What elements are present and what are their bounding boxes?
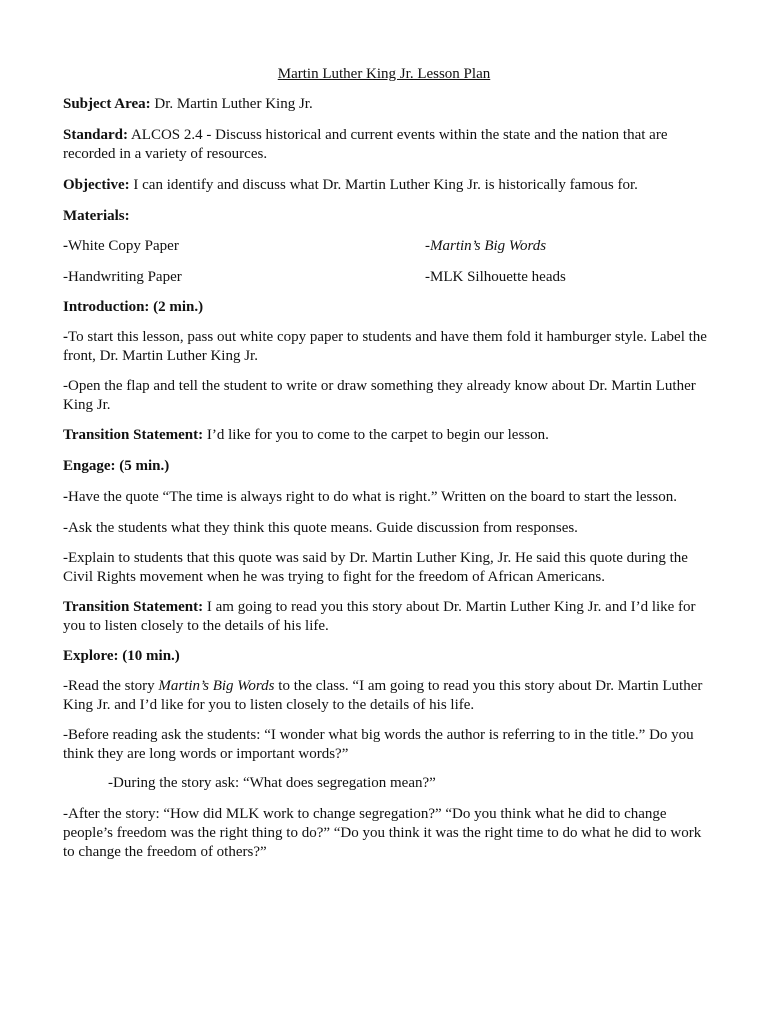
subject-area-value: Dr. Martin Luther King Jr. bbox=[150, 96, 313, 112]
introduction-step-1 bbox=[63, 328, 713, 366]
transition-text: I’d like for you to come to the carpet to begin our lesson. bbox=[203, 427, 549, 443]
engage-step-3: -Explain to students that this quote was said by Dr. Martin Luther King, Jr. He said this quote during the Civil Rights movement when he was trying to fight for the freedom of African Americans. bbox=[63, 550, 688, 585]
transition-label: Transition Statement: bbox=[63, 427, 204, 443]
engage-heading: Engage: (5 min.) bbox=[63, 458, 170, 474]
objective-value: I can identify and discuss what Dr. Martin Luther King Jr. is historically famous for. bbox=[129, 177, 638, 193]
material-dash: - bbox=[63, 238, 68, 254]
objective-label: Objective: bbox=[63, 177, 130, 193]
explore-heading: Explore: (10 min.) bbox=[63, 648, 180, 664]
introduction-step-2: -Open the flap and tell the student to write or draw something they already know about Dr. Martin Luther King Jr. bbox=[63, 378, 696, 413]
subject-area-label: Subject Area: bbox=[63, 96, 151, 112]
transition-statement-2 bbox=[63, 598, 713, 636]
explore-step-4: -After the story: “How did MLK work to change segregation?” “Do you think what he did to change people’s freedom was the right thing to do?” “Do you think it was the right time to do what he did to work to change the freedom of others?” bbox=[63, 806, 702, 860]
explore-step-3: -During the story ask: “What does segregation mean?” bbox=[108, 775, 436, 791]
standard bbox=[63, 126, 713, 164]
objective bbox=[63, 176, 713, 195]
material-item-book bbox=[425, 237, 546, 256]
introduction-heading: Introduction: (2 min.) bbox=[63, 299, 204, 315]
book-title: Martin’s Big Words bbox=[158, 678, 275, 694]
subject-area bbox=[63, 95, 713, 114]
engage-step-1 bbox=[63, 488, 713, 507]
material-item-handwriting-paper: -Handwriting Paper bbox=[63, 269, 182, 285]
material-label: White Copy Paper bbox=[68, 238, 179, 254]
materials-heading: Materials: bbox=[63, 208, 130, 224]
material-dash: - bbox=[425, 238, 430, 254]
transition-statement-1 bbox=[63, 426, 713, 445]
step-text: Have the quote “The time is always right to do what is right.” Written on the board to start the lesson. bbox=[68, 489, 677, 505]
step-text-end: to the class. “I am going to read you this story about Dr. Martin Luther King Jr. and I’d like for you to listen closely to the details of his life. bbox=[63, 678, 703, 713]
standard-label: Standard: bbox=[63, 127, 129, 143]
material-label: Martin’s Big Words bbox=[430, 238, 547, 254]
transition-text: I am going to read you this story about Dr. Martin Luther King Jr. and I’d like for you to listen closely to the details of his life. bbox=[63, 599, 696, 634]
engage-step-2: -Ask the students what they think this quote means. Guide discussion from responses. bbox=[63, 520, 578, 536]
page-title: Martin Luther King Jr. Lesson Plan bbox=[277, 66, 491, 82]
step-text: To start this lesson, pass out white copy paper to students and have them fold it hamburger style. Label the front, Dr. Martin Luther King Jr. bbox=[63, 329, 707, 364]
standard-value: ALCOS 2.4 - Discuss historical and current events within the state and the nation that are recorded in a variety of resources. bbox=[63, 127, 668, 162]
material-item-silhouette-heads: -MLK Silhouette heads bbox=[425, 269, 566, 285]
explore-step-1 bbox=[63, 677, 713, 715]
transition-label: Transition Statement: bbox=[63, 599, 204, 615]
explore-step-2: -Before reading ask the students: “I wonder what big words the author is referring to in the title.” Do you think they are long words or important words?” bbox=[63, 727, 694, 762]
step-dash: - bbox=[63, 489, 68, 505]
step-text-start: -Read the story bbox=[63, 678, 159, 694]
material-item-white-paper bbox=[63, 237, 403, 256]
step-dash: - bbox=[63, 329, 68, 345]
